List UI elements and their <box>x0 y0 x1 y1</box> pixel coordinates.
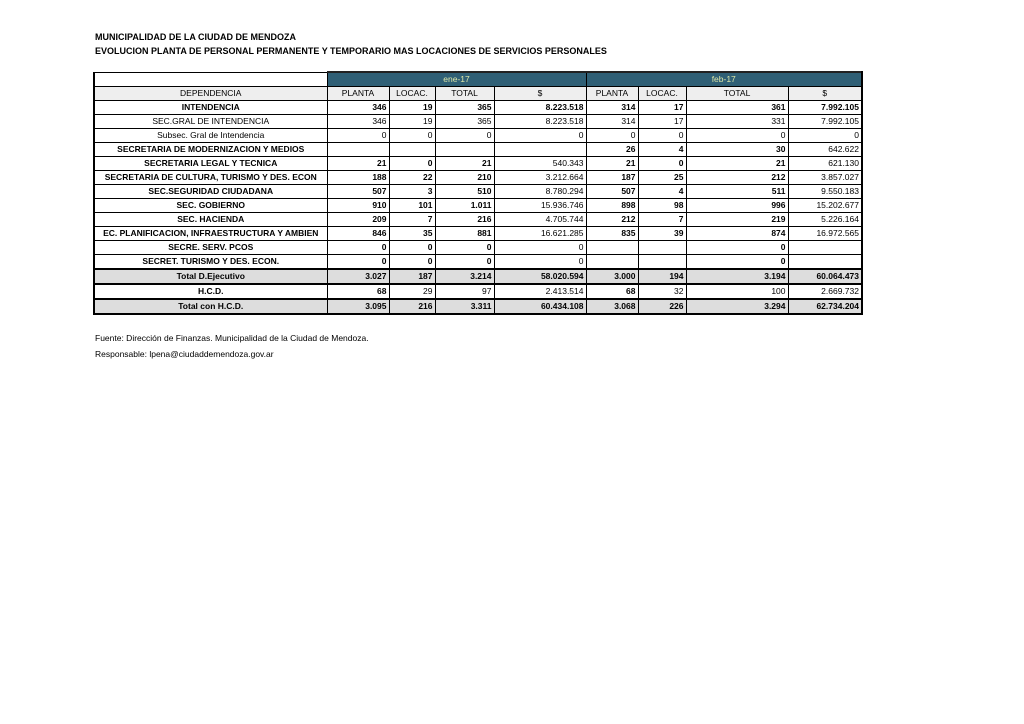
value-cell: 0 <box>494 241 586 255</box>
grand-total-row <box>94 299 862 314</box>
value-cell: 3.068 <box>586 299 638 314</box>
value-cell: 22 <box>389 171 435 185</box>
value-cell: 188 <box>327 171 389 185</box>
value-cell: 621.130 <box>788 157 862 171</box>
value-cell: 0 <box>435 129 494 143</box>
col-header-total: TOTAL <box>686 87 788 101</box>
value-cell <box>327 143 389 157</box>
value-cell <box>494 143 586 157</box>
value-cell <box>788 255 862 270</box>
col-header-planta: PLANTA <box>327 87 389 101</box>
value-cell: 0 <box>686 241 788 255</box>
dependency-cell: SECRETARIA LEGAL Y TECNICA <box>94 157 327 171</box>
value-cell: 0 <box>389 241 435 255</box>
value-cell: 365 <box>435 101 494 115</box>
value-cell: 15.202.677 <box>788 199 862 213</box>
value-cell: 219 <box>686 213 788 227</box>
value-cell: 216 <box>435 213 494 227</box>
value-cell: 21 <box>327 157 389 171</box>
value-cell: 0 <box>435 255 494 270</box>
total-row <box>94 269 862 284</box>
value-cell: 29 <box>389 284 435 299</box>
dependency-cell: SEC.GRAL DE INTENDENCIA <box>94 115 327 129</box>
value-cell: 881 <box>435 227 494 241</box>
table-row <box>94 255 862 270</box>
value-cell: 3.214 <box>435 269 494 284</box>
value-cell: 346 <box>327 115 389 129</box>
value-cell: 17 <box>638 101 686 115</box>
value-cell: 0 <box>435 241 494 255</box>
value-cell: 3.194 <box>686 269 788 284</box>
value-cell: 187 <box>586 171 638 185</box>
table-row <box>94 101 862 115</box>
value-cell: 2.669.732 <box>788 284 862 299</box>
value-cell: 507 <box>327 185 389 199</box>
value-cell: 39 <box>638 227 686 241</box>
value-cell: 60.064.473 <box>788 269 862 284</box>
dependency-cell: Total D.Ejecutivo <box>94 269 327 284</box>
value-cell: 17 <box>638 115 686 129</box>
responsible-note: Responsable: lpena@ciudaddemendoza.gov.ar <box>95 349 274 359</box>
value-cell: 0 <box>586 129 638 143</box>
value-cell: 4.705.744 <box>494 213 586 227</box>
value-cell: 365 <box>435 115 494 129</box>
value-cell: 15.936.746 <box>494 199 586 213</box>
value-cell: 0 <box>494 255 586 270</box>
dependency-cell: SEC.SEGURIDAD CIUDADANA <box>94 185 327 199</box>
value-cell: 540.343 <box>494 157 586 171</box>
value-cell: 210 <box>435 171 494 185</box>
value-cell: 187 <box>389 269 435 284</box>
value-cell: 3.212.664 <box>494 171 586 185</box>
value-cell: 0 <box>686 255 788 270</box>
value-cell: 0 <box>389 157 435 171</box>
value-cell: 898 <box>586 199 638 213</box>
value-cell: 3.000 <box>586 269 638 284</box>
value-cell: 8.223.518 <box>494 101 586 115</box>
dependency-cell: SEC. HACIENDA <box>94 213 327 227</box>
month-header-row <box>94 72 862 87</box>
value-cell: 58.020.594 <box>494 269 586 284</box>
value-cell: 98 <box>638 199 686 213</box>
col-header-amount: $ <box>494 87 586 101</box>
document-title: MUNICIPALIDAD DE LA CIUDAD DE MENDOZA <box>95 32 296 42</box>
value-cell: 996 <box>686 199 788 213</box>
table-row <box>94 115 862 129</box>
table-row <box>94 129 862 143</box>
column-header-row <box>94 87 862 101</box>
col-header-planta: PLANTA <box>586 87 638 101</box>
value-cell: 16.972.565 <box>788 227 862 241</box>
value-cell: 35 <box>389 227 435 241</box>
dependency-cell: H.C.D. <box>94 284 327 299</box>
value-cell: 62.734.204 <box>788 299 862 314</box>
value-cell: 25 <box>638 171 686 185</box>
value-cell: 0 <box>638 129 686 143</box>
value-cell: 1.011 <box>435 199 494 213</box>
dependency-cell: EC. PLANIFICACION, INFRAESTRUCTURA Y AMBIEN <box>94 227 327 241</box>
table-row <box>94 171 862 185</box>
col-header-locac: LOCAC. <box>389 87 435 101</box>
value-cell: 3.027 <box>327 269 389 284</box>
value-cell: 209 <box>327 213 389 227</box>
value-cell: 7.992.105 <box>788 101 862 115</box>
value-cell <box>638 241 686 255</box>
value-cell: 97 <box>435 284 494 299</box>
value-cell <box>638 255 686 270</box>
value-cell: 835 <box>586 227 638 241</box>
value-cell: 3.857.027 <box>788 171 862 185</box>
value-cell: 32 <box>638 284 686 299</box>
dependency-cell: Subsec. Gral de Intendencia <box>94 129 327 143</box>
value-cell: 910 <box>327 199 389 213</box>
month-header-ene: ene-17 <box>327 72 586 87</box>
value-cell: 314 <box>586 115 638 129</box>
value-cell: 3.095 <box>327 299 389 314</box>
value-cell: 0 <box>494 129 586 143</box>
value-cell: 212 <box>586 213 638 227</box>
col-header-dependencia: DEPENDENCIA <box>94 87 327 101</box>
value-cell: 68 <box>586 284 638 299</box>
value-cell: 2.413.514 <box>494 284 586 299</box>
value-cell: 5.226.164 <box>788 213 862 227</box>
dependency-cell: SEC. GOBIERNO <box>94 199 327 213</box>
col-header-amount: $ <box>788 87 862 101</box>
value-cell: 3.311 <box>435 299 494 314</box>
value-cell: 212 <box>686 171 788 185</box>
dependency-cell: Total con H.C.D. <box>94 299 327 314</box>
value-cell: 0 <box>327 241 389 255</box>
value-cell <box>435 143 494 157</box>
value-cell: 4 <box>638 143 686 157</box>
table-row <box>94 213 862 227</box>
table-row <box>94 185 862 199</box>
value-cell: 0 <box>327 129 389 143</box>
value-cell: 0 <box>788 129 862 143</box>
value-cell: 0 <box>327 255 389 270</box>
value-cell: 7 <box>389 213 435 227</box>
value-cell: 26 <box>586 143 638 157</box>
value-cell <box>389 143 435 157</box>
value-cell: 3.294 <box>686 299 788 314</box>
value-cell: 346 <box>327 101 389 115</box>
value-cell: 7.992.105 <box>788 115 862 129</box>
value-cell: 511 <box>686 185 788 199</box>
value-cell: 101 <box>389 199 435 213</box>
value-cell <box>586 241 638 255</box>
col-header-total: TOTAL <box>435 87 494 101</box>
value-cell: 314 <box>586 101 638 115</box>
dependency-cell: SECRET. TURISMO Y DES. ECON. <box>94 255 327 270</box>
personnel-table <box>93 71 863 315</box>
value-cell: 30 <box>686 143 788 157</box>
document-subtitle: EVOLUCION PLANTA DE PERSONAL PERMANENTE Y TEMPORARIO MAS LOCACIONES DE SERVICIOS PERSONALES <box>95 46 607 56</box>
value-cell: 0 <box>638 157 686 171</box>
value-cell <box>586 255 638 270</box>
value-cell: 7 <box>638 213 686 227</box>
value-cell: 0 <box>389 255 435 270</box>
value-cell: 510 <box>435 185 494 199</box>
value-cell: 60.434.108 <box>494 299 586 314</box>
value-cell: 642.622 <box>788 143 862 157</box>
value-cell: 194 <box>638 269 686 284</box>
table-row <box>94 241 862 255</box>
hcd-row <box>94 284 862 299</box>
value-cell: 21 <box>686 157 788 171</box>
value-cell: 19 <box>389 115 435 129</box>
value-cell: 21 <box>435 157 494 171</box>
value-cell: 507 <box>586 185 638 199</box>
table-row <box>94 143 862 157</box>
table-row <box>94 157 862 171</box>
value-cell: 226 <box>638 299 686 314</box>
source-note: Fuente: Dirección de Finanzas. Municipalidad de la Ciudad de Mendoza. <box>95 333 369 343</box>
value-cell: 68 <box>327 284 389 299</box>
value-cell: 21 <box>586 157 638 171</box>
dependency-cell: SECRETARIA DE CULTURA, TURISMO Y DES. ECON <box>94 171 327 185</box>
value-cell: 874 <box>686 227 788 241</box>
value-cell: 9.550.183 <box>788 185 862 199</box>
value-cell: 19 <box>389 101 435 115</box>
value-cell <box>788 241 862 255</box>
dependency-cell: INTENDENCIA <box>94 101 327 115</box>
value-cell: 331 <box>686 115 788 129</box>
value-cell: 4 <box>638 185 686 199</box>
value-cell: 846 <box>327 227 389 241</box>
dependency-cell: SECRE. SERV. PCOS <box>94 241 327 255</box>
value-cell: 8.780.294 <box>494 185 586 199</box>
value-cell: 216 <box>389 299 435 314</box>
dependency-cell: SECRETARIA DE MODERNIZACION Y MEDIOS <box>94 143 327 157</box>
value-cell: 3 <box>389 185 435 199</box>
value-cell: 16.621.285 <box>494 227 586 241</box>
value-cell: 100 <box>686 284 788 299</box>
month-header-feb: feb-17 <box>586 72 862 87</box>
month-header-blank <box>94 72 327 87</box>
col-header-locac: LOCAC. <box>638 87 686 101</box>
table-row <box>94 227 862 241</box>
value-cell: 8.223.518 <box>494 115 586 129</box>
table-row <box>94 199 862 213</box>
value-cell: 0 <box>686 129 788 143</box>
value-cell: 0 <box>389 129 435 143</box>
value-cell: 361 <box>686 101 788 115</box>
